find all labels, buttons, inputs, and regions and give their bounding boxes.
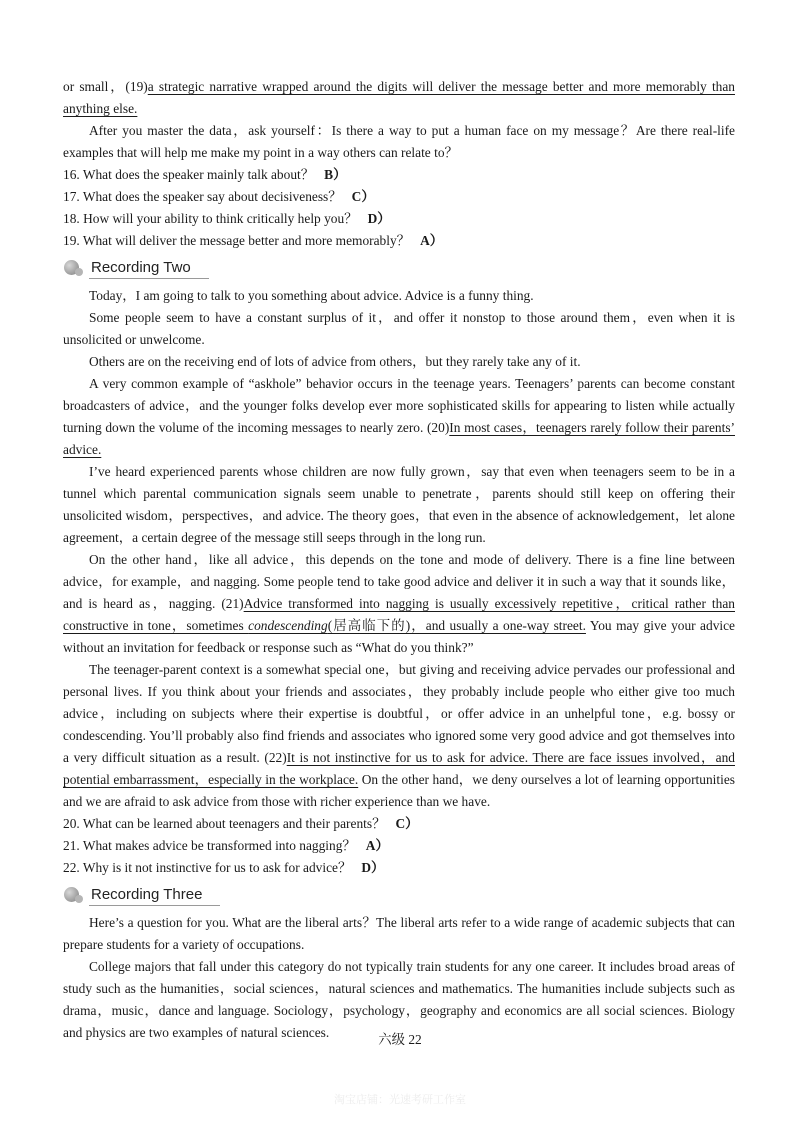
question-item: 16. What does the speaker mainly talk about？ B） — [63, 167, 347, 182]
paragraph: A very common example of “askhole” behavior occurs in the teenage years. Teenagers’ parents can become constant broadcasters of advice，and the younger folks develop ever more sophisticated skills for appearing to listen while actually turning down the volume of the incoming messages to nearly zero. (20)In most cases，teenagers rarely follow their parents’ advice. — [63, 376, 735, 457]
underlined-answer: a strategic narrative wrapped around the digits will deliver the message better and more memorably than anything else. — [63, 79, 735, 116]
cd-disc-icon — [63, 885, 85, 905]
question-item: 19. What will deliver the message better and more memorably？ A） — [63, 233, 444, 248]
question-list — [63, 813, 735, 879]
question-item: 18. How will your ability to think critically help you？ D） — [63, 211, 391, 226]
paragraph: Some people seem to have a constant surplus of it，and offer it nonstop to those around them，even when it is unsolicited or unwelcome. — [63, 310, 735, 347]
question-item: 22. Why is it not instinctive for us to ask for advice？ D） — [63, 860, 385, 875]
question-list — [63, 164, 735, 252]
section-header-recording-two — [63, 253, 735, 283]
answer-key: D） — [367, 211, 391, 226]
page-body — [63, 76, 735, 1044]
paragraph: The teenager-parent context is a somewhat special one，but giving and receiving advice pervades our professional and personal lives. If you think about your friends and associates，they probably include people who either give too much advice，including on subjects where their expertise is doubtful，or offer advice in an unhelpful tone，e.g. bossy or condescending. You’ll probably also find friends and associates who ignored some very good advice and got themselves into a very difficult situation as a result. (22)It is not instinctive for us to ask for advice. There are face issues involved，and potential embarrassment，especially in the workplace. On the other hand，we deny ourselves a lot of learning opportunities and we are afraid to ask advice from those with richer experience than we have. — [63, 662, 735, 809]
answer-key: C） — [351, 189, 375, 204]
section-title: Recording Three — [89, 885, 220, 906]
underlined-answer: In most cases，teenagers rarely follow their parents’ advice. — [63, 420, 735, 457]
answer-key: B） — [324, 167, 347, 182]
underlined-answer: Advice transformed into nagging is usually excessively repetitive，critical rather than constructive in tone，sometimes condescending(居高临下的)，and usually a one-way street. — [63, 596, 735, 633]
answer-key: C） — [395, 816, 419, 831]
cd-disc-icon — [63, 258, 85, 278]
page-footer — [0, 1029, 800, 1048]
underlined-answer: It is not instinctive for us to ask for advice. There are face issues involved，and potential embarrassment，especially in the workplace. — [63, 750, 735, 787]
paragraph: Today，I am going to talk to you something about advice. Advice is a funny thing. — [89, 288, 534, 303]
page-number: 六级 22 — [378, 1032, 422, 1047]
question-item: 21. What makes advice be transformed into nagging？ A） — [63, 838, 389, 853]
answer-key: A） — [420, 233, 444, 248]
answer-key: D） — [361, 860, 385, 875]
question-item: 20. What can be learned about teenagers and their parents？ C） — [63, 816, 419, 831]
question-item: 17. What does the speaker say about decisiveness？ C） — [63, 189, 375, 204]
paragraph: I’ve heard experienced parents whose children are now fully grown，say that even when teenagers seem to be in a tunnel which parental communication signals seem unable to penetrate，parents should still keep on offering their unsolicited wisdom，perspectives，and advice. The theory goes，that even in the absence of acknowledgement，let alone agreement，a certain degree of the message still seeps through in the long run. — [63, 464, 735, 545]
paragraph: College majors that fall under this category do not typically train students for any one career. It includes broad areas of study such as the humanities，social sciences，natural sciences and mathematics. The humanities include subjects such as drama，music，dance and language. Sociology，psychology，geography and economics are all social sciences. Biology and physics are two examples of natural sciences. — [63, 959, 735, 1040]
section-header-recording-three — [63, 880, 735, 910]
answer-key: A） — [365, 838, 389, 853]
paragraph: On the other hand，like all advice，this depends on the tone and mode of delivery. There is a fine line between advice，for example，and nagging. Some people tend to take good advice and deliver it in such a way that it sounds like，and is heard as，nagging. (21)Advice transformed into nagging is usually excessively repetitive，critical rather than constructive in tone，sometimes condescending(居高临下的)，and usually a one-way street. You may give your advice without an invitation for feedback or response such as “What do you think?” — [63, 552, 736, 655]
paragraph — [63, 76, 735, 120]
paragraph: After you master the data，ask yourself：Is there a way to put a human face on my message？Are there real-life examples that will help me make my point in a way others can relate to？ — [63, 123, 735, 160]
paragraph: Others are on the receiving end of lots of advice from others，but they rarely take any of it. — [89, 354, 581, 369]
watermark: 淘宝店铺：光速考研工作室 — [334, 1093, 466, 1106]
section-title: Recording Two — [89, 258, 209, 279]
paragraph-text: or small，(19) — [63, 79, 148, 94]
paragraph: Here’s a question for you. What are the liberal arts？The liberal arts refer to a wide range of academic subjects that can prepare students for a variety of occupations. — [63, 915, 735, 952]
